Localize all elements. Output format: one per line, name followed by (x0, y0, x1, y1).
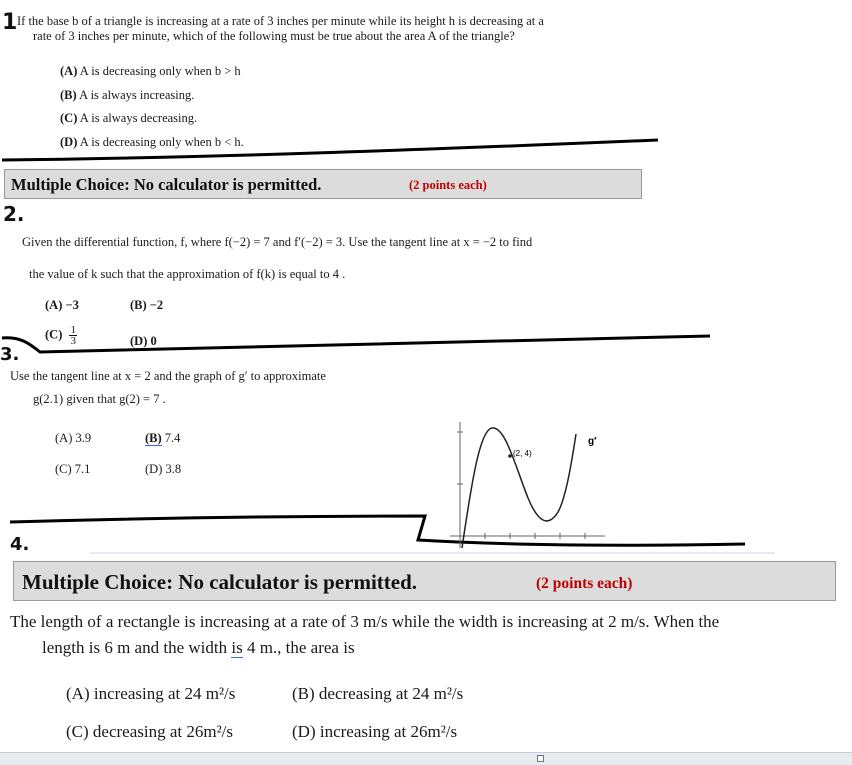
q2-option-b[interactable]: (B) −2 (130, 298, 164, 312)
q2-option-c-fraction (69, 325, 77, 346)
section-header-2 (13, 561, 836, 601)
q4-line2-end: 4 m., the area is (242, 638, 355, 657)
q2-option-a[interactable]: (A) −3 (45, 298, 79, 312)
q4-option-b[interactable]: (B) decreasing at 24 m²/s (292, 684, 464, 703)
q2-option-c[interactable] (45, 325, 77, 346)
q2-line2: the value of k such that the approximation of f(k) is equal to 4 . (29, 267, 346, 281)
q4-option-a[interactable]: (A) increasing at 24 m²/s (66, 684, 236, 703)
section-header-1-title: Multiple Choice: No calculator is permitted. (11, 175, 322, 194)
q1-option-b-text: A is always increasing. (79, 88, 195, 102)
q2-number: 2. (3, 202, 25, 226)
q4-option-d[interactable]: (D) increasing at 26m²/s (292, 722, 458, 741)
q2-option-c-denominator: 3 (70, 335, 76, 347)
separator-stroke-3 (10, 516, 745, 545)
q4-number: 4. (10, 534, 30, 555)
point-marker (508, 454, 512, 458)
q1-option-d-text: A is decreasing only when b < h. (79, 135, 244, 149)
separator-stroke-2 (2, 336, 710, 352)
q1-option-b-label: (B) (60, 88, 77, 102)
q1-number: 1 (2, 10, 18, 35)
q2-option-c-numerator: 1 (70, 324, 76, 336)
q1-option-c-label: (C) (60, 111, 78, 125)
q1-option-a-text: A is decreasing only when b > h (79, 64, 241, 78)
q3-option-a[interactable]: (A) 3.9 (55, 431, 92, 445)
q1-option-a[interactable] (60, 64, 241, 79)
point-label: (2, 4) (513, 449, 532, 458)
q2-option-d[interactable]: (D) 0 (130, 334, 157, 348)
q3-line1: Use the tangent line at x = 2 and the graph of g′ to approximate (10, 369, 326, 383)
section-header-1 (4, 169, 642, 199)
section-header-1-points: (2 points each) (409, 178, 487, 192)
q1-option-d-label: (D) (60, 135, 78, 149)
q4-option-c[interactable]: (C) decreasing at 26m²/s (66, 722, 234, 741)
resize-handle-icon[interactable] (537, 755, 544, 762)
g-prime-graph (450, 420, 610, 550)
q3-number: 3. (0, 344, 20, 365)
q1-option-d[interactable] (60, 135, 244, 150)
curve-label: g′ (588, 436, 597, 447)
q1-line1: If the base b of a triangle is increasing at a rate of 3 inches per minute while its height h is decreasing at a (17, 14, 544, 28)
section-header-2-points: (2 points each) (536, 575, 633, 592)
q1-option-a-label: (A) (60, 64, 78, 78)
q1-line2: rate of 3 inches per minute, which of the following must be true about the area A of the triangle? (33, 29, 515, 43)
g-prime-curve (462, 428, 576, 548)
q4-line1: The length of a rectangle is increasing at a rate of 3 m/s while the width is increasing at 2 m/s. When the (10, 612, 720, 631)
q1-option-b[interactable] (60, 88, 194, 103)
q1-option-c[interactable] (60, 111, 197, 126)
q3-option-d[interactable]: (D) 3.8 (145, 462, 182, 476)
q3-option-b-value: 7.4 (164, 431, 181, 445)
q3-option-b[interactable] (145, 431, 180, 446)
q3-option-c[interactable]: (C) 7.1 (55, 462, 91, 476)
q4-line2 (42, 638, 355, 658)
q3-option-b-label: (B) (145, 431, 162, 445)
q4-line2-is: is (231, 638, 243, 657)
bottom-scroll-bar[interactable] (0, 752, 852, 765)
q1-option-c-text: A is always decreasing. (79, 111, 198, 125)
q3-line2: g(2.1) given that g(2) = 7 . (33, 392, 166, 406)
q4-line2-start: length is 6 m and the width (42, 638, 232, 657)
q2-line1: Given the differential function, f, where f(−2) = 7 and f′(−2) = 3. Use the tangent line at x = −2 to find (22, 235, 533, 249)
section-header-2-title: Multiple Choice: No calculator is permitted. (22, 570, 418, 594)
q2-option-c-label: (C) (45, 327, 63, 342)
